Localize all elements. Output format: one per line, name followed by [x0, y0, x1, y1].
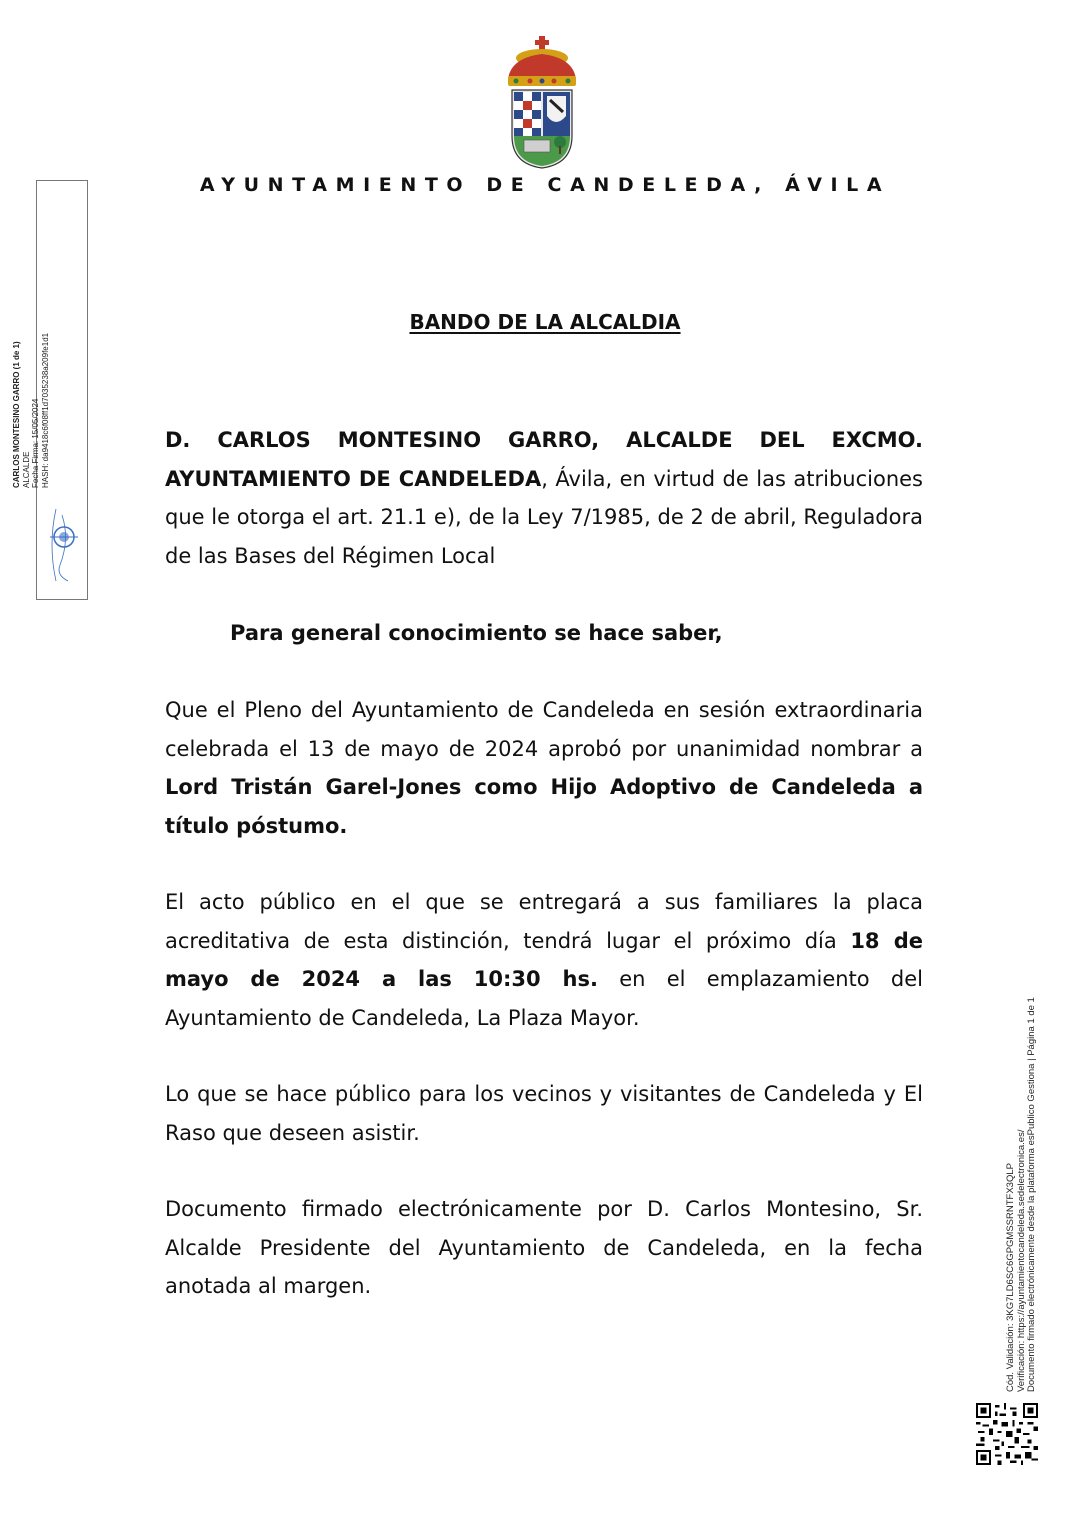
platform-note: Documento firmado electrónicamente desde la plataforma esPublico Gestiona | Página 1 de 1 — [1026, 997, 1037, 1392]
digital-signature-stamp-icon — [46, 505, 82, 585]
event-text-end: en el emplazamiento del Ayuntamiento de Candeleda, La Plaza Mayor. — [165, 967, 923, 1030]
paragraph-intro — [165, 421, 923, 575]
honoree-text: Lord Tristán Garel-Jones como Hijo Adoptivo de Candeleda a título póstumo. — [165, 775, 923, 838]
paragraph-event — [165, 883, 923, 1037]
paragraph-signature-note: Documento firmado electrónicamente por D. Carlos Montesino, Sr. Alcalde Presidente del Ayuntamiento de Candeleda, en la fecha anotada al margen. — [165, 1197, 923, 1299]
signer-name: CARLOS MONTESINO GARRO (1 de 1) — [12, 341, 21, 488]
coat-of-arms-icon — [500, 36, 584, 170]
organization-name: AYUNTAMIENTO DE CANDELEDA, ÁVILA — [199, 174, 891, 196]
paragraph-announcement: Para general conocimiento se hace saber, — [230, 621, 723, 645]
event-date: 18 de mayo de 2024 a las 10:30 hs. — [165, 928, 923, 992]
paragraph-plenary — [165, 691, 923, 845]
validation-code: Cód. Validación: 3KG7LD6SC6GPGMSSRNTFX3QLP — [1005, 1163, 1016, 1392]
signature-margin-text — [12, 333, 50, 488]
document-title: BANDO DE LA ALCALDIA — [409, 310, 681, 334]
plenary-text: Que el Pleno del Ayuntamiento de Candeleda en sesión extraordinaria celebrada el 13 de mayo de 2024 aprobó por unanimidad nombrar a — [165, 698, 923, 761]
signature-hash: HASH: da9418c6f08ff1d7035238a209fe1d1 — [40, 332, 50, 488]
signature-date: Fecha Firma: 15/05/2024 — [31, 398, 40, 488]
paragraph-public-notice: Lo que se hace público para los vecinos y visitantes de Candeleda y El Raso que deseen asistir. — [165, 1082, 923, 1145]
signer-role: ALCALDE — [21, 451, 31, 488]
event-text-start: El acto público en el que se entregará a sus familiares la placa acreditativa de esta distinción, tendrá lugar el próximo día — [165, 890, 923, 953]
qr-code-icon — [976, 1403, 1038, 1465]
intro-text: , Ávila, en virtud de las atribuciones que le otorga el art. 21.1 e), de la Ley 7/1985, de 2 de abril, Reguladora de las Bases del Régimen Local — [165, 466, 923, 568]
verification-url[interactable]: Verificación: https://ayuntamientocandeleda.sedelectronica.es/ — [1015, 1129, 1027, 1392]
verification-margin-text — [1006, 997, 1038, 1392]
mayor-name: D. CARLOS MONTESINO GARRO, ALCALDE DEL EXCMO. AYUNTAMIENTO DE CANDELEDA — [165, 428, 923, 491]
